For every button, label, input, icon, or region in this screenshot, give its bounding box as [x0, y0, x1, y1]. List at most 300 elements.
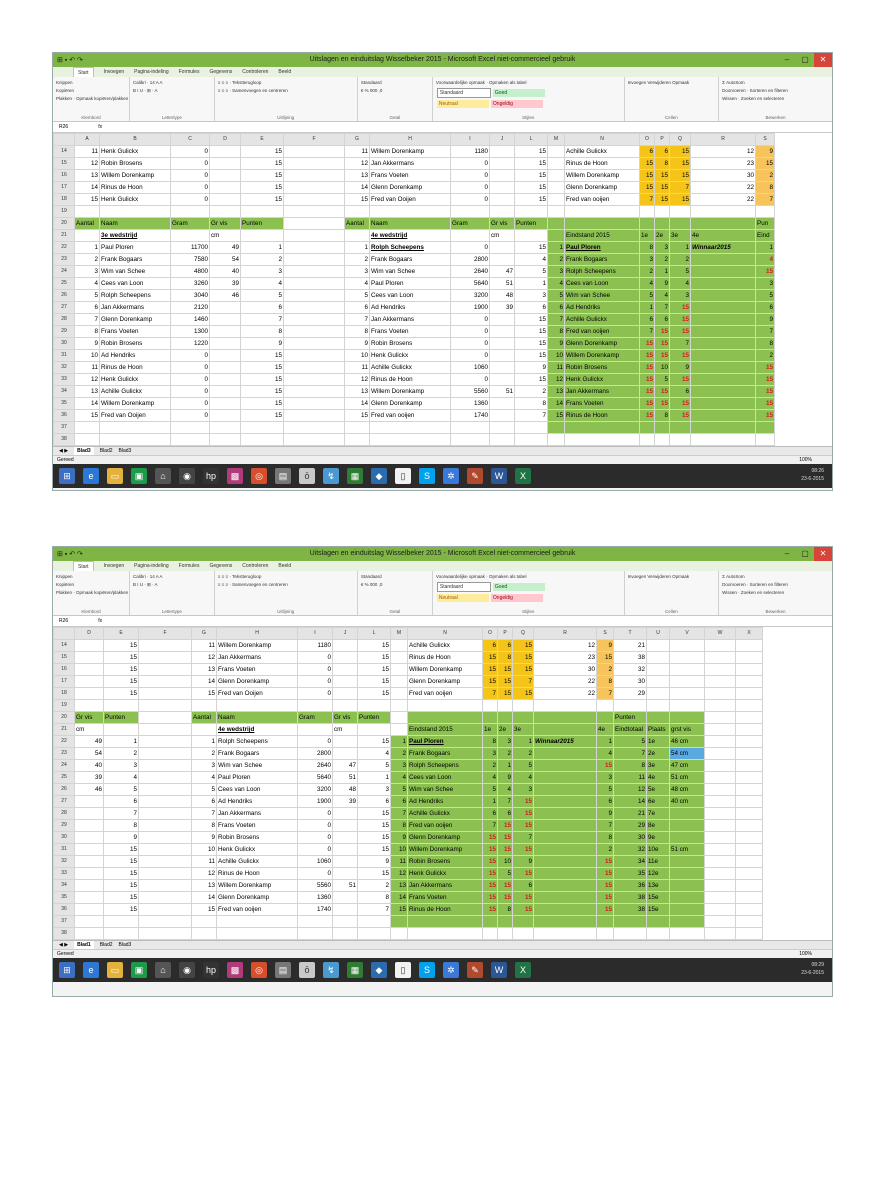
cell[interactable]	[139, 676, 192, 688]
cell[interactable]: 2	[358, 880, 391, 892]
cell[interactable]	[192, 928, 217, 940]
row-header[interactable]: 25	[54, 278, 75, 290]
app-icon[interactable]: ✎	[467, 962, 483, 978]
style-standard[interactable]: Standaard	[437, 582, 491, 592]
cell[interactable]: 8	[597, 832, 614, 844]
cell[interactable]: 3	[104, 760, 139, 772]
cell[interactable]: Frank Bogaars	[217, 748, 298, 760]
cell[interactable]	[75, 880, 104, 892]
cell[interactable]: 6	[655, 314, 670, 326]
cell[interactable]: Glenn Dorenkamp	[217, 892, 298, 904]
cell[interactable]: 5e	[647, 784, 670, 796]
cell[interactable]: 5640	[451, 278, 490, 290]
cell[interactable]: Naam	[100, 218, 171, 230]
column-header[interactable]: P	[498, 628, 513, 640]
cell[interactable]: 47 cm	[670, 760, 705, 772]
cell[interactable]	[534, 700, 597, 712]
document-icon[interactable]: ▯	[395, 962, 411, 978]
cell[interactable]	[284, 362, 345, 374]
cell[interactable]: 12	[691, 146, 756, 158]
cell[interactable]: Rinus de Hoon	[408, 652, 483, 664]
cell[interactable]: 3260	[171, 278, 210, 290]
cell[interactable]	[391, 688, 408, 700]
style-neutral[interactable]: Neutraal	[437, 594, 489, 602]
cell[interactable]	[490, 146, 515, 158]
cell[interactable]: 2	[241, 254, 284, 266]
cell[interactable]	[139, 712, 192, 724]
column-header[interactable]: F	[284, 134, 345, 146]
cell[interactable]: 15	[513, 892, 534, 904]
row-header[interactable]: 18	[54, 688, 75, 700]
cell[interactable]: 3	[548, 266, 565, 278]
row-header[interactable]: 20	[54, 712, 75, 724]
cell[interactable]	[705, 748, 736, 760]
column-header[interactable]: V	[670, 628, 705, 640]
cell[interactable]: 15	[241, 386, 284, 398]
cell[interactable]	[210, 422, 241, 434]
cell[interactable]	[534, 820, 597, 832]
cell[interactable]: 15	[655, 194, 670, 206]
cell[interactable]: 11	[548, 362, 565, 374]
cell[interactable]: 6	[241, 302, 284, 314]
conditional-format-button[interactable]: Voorwaardelijke opmaak	[435, 80, 485, 85]
cell[interactable]: Wim van Schee	[565, 290, 640, 302]
tab-data[interactable]: Gegevens	[209, 563, 233, 569]
cell[interactable]: 15	[75, 410, 100, 422]
cell[interactable]: 5	[391, 784, 408, 796]
cell[interactable]: 8	[483, 736, 498, 748]
cell[interactable]: 7e	[647, 808, 670, 820]
cell[interactable]: 54	[210, 254, 241, 266]
cell[interactable]: 7	[548, 314, 565, 326]
row-header[interactable]: 27	[54, 302, 75, 314]
app-icon[interactable]: ↯	[323, 962, 339, 978]
cell[interactable]: 5	[358, 760, 391, 772]
cell[interactable]: 8	[756, 338, 775, 350]
cell[interactable]: 0	[298, 676, 333, 688]
cell[interactable]: Frans Voeten	[217, 820, 298, 832]
cell[interactable]: 9	[597, 808, 614, 820]
cell[interactable]	[345, 422, 370, 434]
cell[interactable]: 8	[192, 820, 217, 832]
cell[interactable]: 2120	[171, 302, 210, 314]
cell[interactable]	[284, 242, 345, 254]
cell[interactable]: 2	[640, 266, 655, 278]
row-header[interactable]: 20	[54, 218, 75, 230]
cell[interactable]	[705, 640, 736, 652]
format-painter-button[interactable]: Opmaak kopiëren/plakken	[76, 590, 129, 595]
cell[interactable]	[548, 206, 565, 218]
cell[interactable]	[691, 266, 756, 278]
cell[interactable]	[513, 916, 534, 928]
cell[interactable]	[490, 170, 515, 182]
cell[interactable]	[670, 928, 705, 940]
cell[interactable]: 2800	[451, 254, 490, 266]
close-button[interactable]: ✕	[814, 53, 832, 67]
cell[interactable]: 3200	[298, 784, 333, 796]
excel-icon[interactable]: X	[515, 962, 531, 978]
cell[interactable]	[534, 844, 597, 856]
cell[interactable]: Pun	[756, 218, 775, 230]
cell[interactable]: 15	[483, 868, 498, 880]
cell[interactable]	[284, 146, 345, 158]
cell[interactable]: 15	[241, 374, 284, 386]
app-icon[interactable]: ō	[299, 962, 315, 978]
cell[interactable]	[333, 832, 358, 844]
row-header[interactable]: 36	[54, 904, 75, 916]
cell[interactable]: 10	[498, 856, 513, 868]
cell[interactable]	[515, 434, 548, 446]
cell[interactable]: 3	[241, 266, 284, 278]
cell[interactable]	[534, 772, 597, 784]
cell[interactable]	[548, 194, 565, 206]
cell[interactable]	[640, 434, 655, 446]
cell[interactable]	[298, 928, 333, 940]
cell[interactable]	[736, 676, 763, 688]
cell[interactable]	[647, 928, 670, 940]
cell[interactable]: 0	[171, 386, 210, 398]
cell[interactable]: Henk Gulickx	[100, 374, 171, 386]
cell[interactable]: 15	[513, 904, 534, 916]
cell[interactable]: Jan Akkermans	[565, 386, 640, 398]
cell[interactable]	[284, 218, 345, 230]
cell[interactable]: 1	[513, 736, 534, 748]
cell[interactable]: 3	[756, 278, 775, 290]
cell[interactable]: 15	[513, 820, 534, 832]
column-header[interactable]: A	[75, 134, 100, 146]
cell[interactable]: 2	[75, 254, 100, 266]
cell[interactable]: 1060	[451, 362, 490, 374]
cell[interactable]: Wim van Schee	[408, 784, 483, 796]
cell[interactable]	[670, 652, 705, 664]
cell[interactable]: 48 cm	[670, 784, 705, 796]
cell[interactable]: 23	[691, 158, 756, 170]
cell[interactable]: 8	[391, 820, 408, 832]
style-good[interactable]: Goed	[493, 583, 545, 591]
cell[interactable]: 15	[483, 880, 498, 892]
cell[interactable]	[534, 748, 597, 760]
cell[interactable]: 5560	[451, 386, 490, 398]
cell[interactable]: 15	[756, 398, 775, 410]
cell[interactable]: 51	[490, 278, 515, 290]
cell[interactable]	[333, 868, 358, 880]
cell[interactable]	[139, 820, 192, 832]
cell[interactable]	[691, 410, 756, 422]
cell[interactable]: 14	[391, 892, 408, 904]
cell[interactable]	[548, 422, 565, 434]
cell[interactable]: 6	[756, 302, 775, 314]
cell[interactable]	[192, 700, 217, 712]
office-button-icon[interactable]: ⊞ ▪ ↶ ↷	[57, 57, 83, 64]
cell[interactable]	[597, 916, 614, 928]
cell[interactable]	[736, 856, 763, 868]
cell[interactable]: 9	[104, 832, 139, 844]
cell[interactable]	[75, 916, 104, 928]
cell[interactable]	[515, 206, 548, 218]
cell[interactable]	[490, 422, 515, 434]
cell[interactable]	[490, 350, 515, 362]
cell[interactable]: Glenn Dorenkamp	[370, 182, 451, 194]
cell[interactable]: 2	[513, 748, 534, 760]
cell[interactable]	[75, 700, 104, 712]
cell[interactable]	[139, 892, 192, 904]
camera-icon[interactable]: ◉	[179, 962, 195, 978]
cell[interactable]	[483, 916, 498, 928]
row-header[interactable]: 32	[54, 362, 75, 374]
cell[interactable]: 2	[756, 170, 775, 182]
cell[interactable]: 15	[756, 158, 775, 170]
cell[interactable]	[705, 808, 736, 820]
cell[interactable]: Paul Ploren	[565, 242, 640, 254]
cell[interactable]: 3e wedstrijd	[100, 230, 171, 242]
cell[interactable]: 6	[640, 314, 655, 326]
cell[interactable]	[75, 664, 104, 676]
cell[interactable]: 1220	[171, 338, 210, 350]
cell[interactable]: 15	[640, 182, 655, 194]
cut-button[interactable]: Knippen	[56, 80, 73, 85]
cell[interactable]: Achille Gulickx	[217, 856, 298, 868]
cell[interactable]	[670, 218, 691, 230]
cell[interactable]: 34	[614, 856, 647, 868]
cell[interactable]	[534, 832, 597, 844]
column-header[interactable]: Q	[670, 134, 691, 146]
cell[interactable]: 12	[391, 868, 408, 880]
row-header[interactable]: 23	[54, 748, 75, 760]
cell[interactable]: 15	[483, 856, 498, 868]
column-header[interactable]: L	[515, 134, 548, 146]
cell[interactable]: Winnaar2015	[534, 736, 597, 748]
cell[interactable]	[139, 868, 192, 880]
cell[interactable]: 49	[210, 242, 241, 254]
cell[interactable]: 14	[75, 398, 100, 410]
cell[interactable]	[614, 916, 647, 928]
row-header[interactable]: 38	[54, 928, 75, 940]
cell[interactable]	[284, 206, 345, 218]
cell[interactable]: 4	[513, 772, 534, 784]
row-header[interactable]: 17	[54, 676, 75, 688]
row-header[interactable]: 17	[54, 182, 75, 194]
cell[interactable]: 7	[75, 314, 100, 326]
cell[interactable]	[670, 434, 691, 446]
cell[interactable]: 7	[104, 808, 139, 820]
cell[interactable]: Ad Hendriks	[370, 302, 451, 314]
cell[interactable]	[548, 218, 565, 230]
cell[interactable]: 0	[298, 844, 333, 856]
cell[interactable]	[75, 928, 104, 940]
cell[interactable]: 23	[534, 652, 597, 664]
cell[interactable]	[736, 652, 763, 664]
cell[interactable]	[691, 326, 756, 338]
cell[interactable]: 1180	[451, 146, 490, 158]
column-header[interactable]: U	[647, 628, 670, 640]
cell[interactable]	[139, 772, 192, 784]
hp-icon[interactable]: hp	[203, 468, 219, 484]
cell[interactable]: 0	[298, 868, 333, 880]
cell[interactable]	[705, 700, 736, 712]
cell[interactable]	[513, 700, 534, 712]
cell[interactable]: 8	[358, 892, 391, 904]
cell[interactable]: 13	[75, 170, 100, 182]
cell[interactable]: 1740	[451, 410, 490, 422]
cell[interactable]	[391, 916, 408, 928]
cell[interactable]: 2	[670, 254, 691, 266]
cell[interactable]	[597, 700, 614, 712]
cell[interactable]	[756, 434, 775, 446]
cell[interactable]: 5	[513, 760, 534, 772]
cell[interactable]: 4800	[171, 266, 210, 278]
cell[interactable]	[691, 338, 756, 350]
cell[interactable]: 9e	[647, 832, 670, 844]
sort-filter-button[interactable]: Sorteren en filteren	[749, 582, 788, 587]
cell[interactable]: Robin Brosens	[408, 856, 483, 868]
cell[interactable]	[736, 784, 763, 796]
cell[interactable]: 2	[345, 254, 370, 266]
cell[interactable]: 5	[756, 290, 775, 302]
sort-filter-button[interactable]: Sorteren en filteren	[749, 88, 788, 93]
cell[interactable]	[647, 640, 670, 652]
cell[interactable]: Ad Hendriks	[408, 796, 483, 808]
cell[interactable]: 15	[640, 362, 655, 374]
cell[interactable]	[490, 362, 515, 374]
cell[interactable]: 15	[104, 664, 139, 676]
cell[interactable]: Rinus de Hoon	[565, 158, 640, 170]
cell[interactable]: 30	[614, 676, 647, 688]
cell[interactable]: Achille Gulickx	[100, 386, 171, 398]
cell[interactable]: 15	[75, 194, 100, 206]
cell[interactable]	[139, 856, 192, 868]
font-size-select[interactable]: 14	[149, 574, 155, 579]
cell[interactable]	[548, 182, 565, 194]
row-header[interactable]: 15	[54, 158, 75, 170]
cell[interactable]: 10	[192, 844, 217, 856]
cell[interactable]	[100, 206, 171, 218]
sheet-tab[interactable]: Blad2	[99, 942, 113, 948]
cell[interactable]	[705, 784, 736, 796]
cell[interactable]: 15	[358, 736, 391, 748]
cell[interactable]	[565, 218, 640, 230]
row-header[interactable]: 23	[54, 254, 75, 266]
cell[interactable]	[670, 688, 705, 700]
cell[interactable]	[100, 422, 171, 434]
cell[interactable]: 6	[192, 796, 217, 808]
tab-view[interactable]: Beeld	[278, 69, 292, 75]
cell[interactable]: Achille Gulickx	[408, 640, 483, 652]
cell[interactable]: 1060	[298, 856, 333, 868]
cell[interactable]	[705, 664, 736, 676]
cell[interactable]: 1740	[298, 904, 333, 916]
cell[interactable]	[284, 434, 345, 446]
column-header[interactable]: S	[597, 628, 614, 640]
cell[interactable]: Wim van Schee	[100, 266, 171, 278]
cell[interactable]: Robin Brosens	[370, 338, 451, 350]
cell[interactable]	[548, 434, 565, 446]
cell[interactable]: 15	[498, 892, 513, 904]
cell[interactable]: 5	[241, 290, 284, 302]
cell[interactable]: Robin Brosens	[217, 832, 298, 844]
row-header[interactable]: 22	[54, 736, 75, 748]
cell[interactable]: 1	[241, 242, 284, 254]
cell[interactable]: 15	[655, 326, 670, 338]
cell[interactable]: 1	[670, 242, 691, 254]
cell[interactable]	[691, 350, 756, 362]
cell[interactable]: 5	[515, 266, 548, 278]
cell[interactable]	[408, 916, 483, 928]
delete-cells-button[interactable]: Verwijderen	[647, 80, 671, 85]
cell[interactable]	[370, 206, 451, 218]
cell[interactable]	[498, 712, 513, 724]
photos-icon[interactable]: ▩	[227, 468, 243, 484]
cell[interactable]: 9	[756, 146, 775, 158]
cell[interactable]: cm	[333, 724, 358, 736]
cell[interactable]	[498, 928, 513, 940]
cell[interactable]: 15e	[647, 892, 670, 904]
cell[interactable]: 1	[756, 242, 775, 254]
cell[interactable]: Punten	[104, 712, 139, 724]
cell[interactable]: 30	[691, 170, 756, 182]
cell[interactable]: Punten	[358, 712, 391, 724]
cell[interactable]: 1	[655, 266, 670, 278]
cell[interactable]: 15	[756, 266, 775, 278]
cell[interactable]: Frans Voeten	[370, 170, 451, 182]
column-header[interactable]: M	[391, 628, 408, 640]
cell[interactable]	[217, 700, 298, 712]
cell[interactable]	[670, 892, 705, 904]
cell[interactable]: Henk Gulickx	[370, 350, 451, 362]
cell[interactable]: Rolph Scheepens	[370, 242, 451, 254]
cell[interactable]: 5	[75, 290, 100, 302]
cell[interactable]	[513, 712, 534, 724]
cell[interactable]: cm	[210, 230, 241, 242]
cell[interactable]: Frank Bogaars	[408, 748, 483, 760]
autosum-button[interactable]: AutoSom	[726, 574, 745, 579]
cell[interactable]	[104, 916, 139, 928]
tab-review[interactable]: Controleren	[242, 563, 269, 569]
cell[interactable]	[670, 808, 705, 820]
cell[interactable]: 22	[691, 182, 756, 194]
cell[interactable]: 15	[513, 868, 534, 880]
cell[interactable]: 4	[498, 784, 513, 796]
cell[interactable]	[192, 916, 217, 928]
cell[interactable]: 0	[171, 182, 210, 194]
cell[interactable]	[705, 796, 736, 808]
cell[interactable]: 2	[498, 748, 513, 760]
cell[interactable]	[534, 856, 597, 868]
cell[interactable]: 51 cm	[670, 772, 705, 784]
cell[interactable]: Henk Gulickx	[100, 194, 171, 206]
cell[interactable]: 2	[391, 748, 408, 760]
cell[interactable]: 3	[498, 736, 513, 748]
cell[interactable]: 4e	[597, 724, 614, 736]
find-select-button[interactable]: Zoeken en selecteren	[740, 96, 785, 101]
cell[interactable]	[705, 832, 736, 844]
row-header[interactable]: 37	[54, 916, 75, 928]
cell[interactable]	[192, 724, 217, 736]
cell[interactable]: 4e	[647, 772, 670, 784]
cell[interactable]: Glenn Dorenkamp	[565, 338, 640, 350]
cell[interactable]	[691, 290, 756, 302]
cell[interactable]	[75, 230, 100, 242]
cell[interactable]	[705, 652, 736, 664]
cell[interactable]: 12	[192, 652, 217, 664]
cell[interactable]: 6	[483, 808, 498, 820]
cell[interactable]	[490, 182, 515, 194]
cell[interactable]: 15	[241, 182, 284, 194]
cell[interactable]	[139, 700, 192, 712]
cell[interactable]: 2	[548, 254, 565, 266]
cell[interactable]: 4	[358, 748, 391, 760]
column-header[interactable]: R	[534, 628, 597, 640]
cell[interactable]	[670, 206, 691, 218]
